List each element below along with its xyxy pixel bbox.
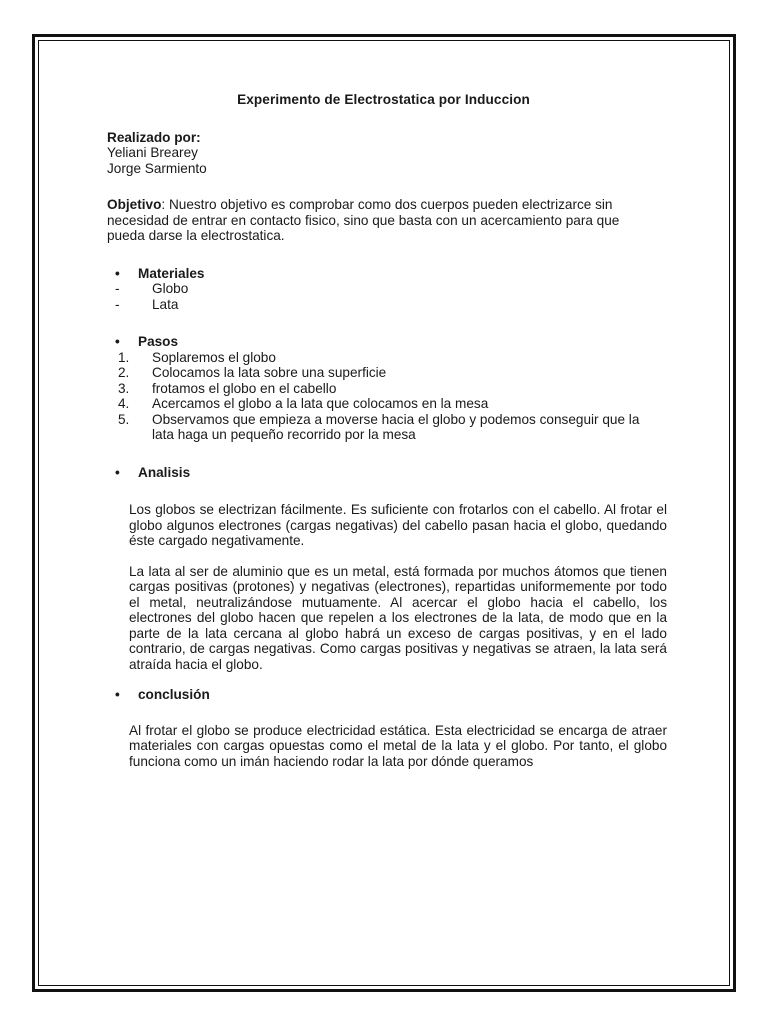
list-item-text: Soplaremos el globo — [152, 349, 276, 365]
list-item — [107, 396, 667, 412]
list-item — [107, 412, 652, 443]
list-marker: 5. — [118, 411, 130, 427]
list-marker: 1. — [118, 349, 130, 365]
bullet-icon: • — [115, 464, 120, 480]
objetivo-text: : Nuestro objetivo es comprobar como dos cuerpos pueden electrizarce sin necesidad de entrar en contacto fisico, sino que basta con un acercamiento para que pueda darse la electrostatica. — [107, 197, 620, 243]
bullet-icon: • — [115, 334, 120, 349]
list-item-text: Acercamos el globo a la lata que colocamos en la mesa — [152, 396, 489, 411]
materiales-list — [107, 281, 667, 312]
pasos-list — [107, 350, 667, 443]
author-name: Jorge Sarmiento — [107, 160, 207, 176]
list-marker: - — [115, 296, 120, 312]
conclusion-paragraph: Al frotar el globo se produce electricidad estática. Esta electricidad se encarga de atraer materiales con cargas opuestas como el metal de la lata y el globo. Por tanto, el globo funciona como un imán haciendo rodar la lata por dónde queramos — [129, 722, 667, 769]
section-heading-conclusion — [107, 687, 667, 703]
section-heading-analisis — [107, 465, 667, 481]
section-heading-text: conclusión — [138, 687, 210, 702]
list-item — [107, 350, 667, 366]
document-title: Experimento de Electrostatica por Induccion — [237, 92, 530, 107]
list-item — [107, 365, 667, 381]
list-item-text: Observamos que empieza a moverse hacia el globo y podemos conseguir que la lata haga un pequeño recorrido por la mesa — [152, 411, 640, 442]
list-item-text: Colocamos la lata sobre una superficie — [152, 365, 387, 380]
list-marker: 2. — [118, 365, 130, 380]
authors-block — [107, 130, 667, 177]
list-marker: 4. — [118, 396, 130, 411]
section-heading-materiales — [107, 266, 667, 282]
realizado-label: Realizado por: — [107, 129, 201, 145]
list-item-text: Globo — [152, 281, 189, 296]
document-body — [107, 92, 667, 769]
list-item-text: frotamos el globo en el cabello — [152, 380, 337, 396]
bullet-icon: • — [115, 265, 120, 281]
list-marker: - — [115, 281, 120, 296]
list-item — [107, 381, 667, 397]
analisis-paragraph: La lata al ser de aluminio que es un metal, está formada por muchos átomos que tienen cargas positivas (protones) y negativas (electrones), repartidas uniformemente por todo el metal, neutralizándose mutuamente. Al acercar el globo hacia el cabello, los electrones del globo hacen que repelen a los electrones de la lata, de modo que en la parte de la lata cercana al globo habrá un exceso de cargas positivas, y en el lado contrario, de cargas negativas. Como cargas positivas y negativas se atraen, la lata será atraída hacia el globo. — [129, 563, 667, 672]
author-name: Yeliani Brearey — [107, 145, 198, 160]
list-marker: 3. — [118, 380, 130, 396]
objetivo-paragraph — [107, 197, 652, 244]
bullet-icon: • — [115, 687, 120, 702]
section-heading-text: Analisis — [138, 464, 191, 480]
section-heading-text: Materiales — [138, 265, 205, 281]
section-heading-pasos — [107, 334, 667, 350]
objetivo-label: Objetivo — [107, 197, 162, 212]
list-item — [107, 281, 667, 297]
section-heading-text: Pasos — [138, 334, 179, 349]
list-item-text: Lata — [152, 296, 179, 312]
list-item — [107, 297, 667, 313]
analisis-paragraph: Los globos se electrizan fácilmente. Es suficiente con frotarlos con el cabello. Al frotar el globo algunos electrones (cargas negativas) del cabello pasan hacia el globo, quedando éste cargado negativamente. — [129, 502, 667, 548]
